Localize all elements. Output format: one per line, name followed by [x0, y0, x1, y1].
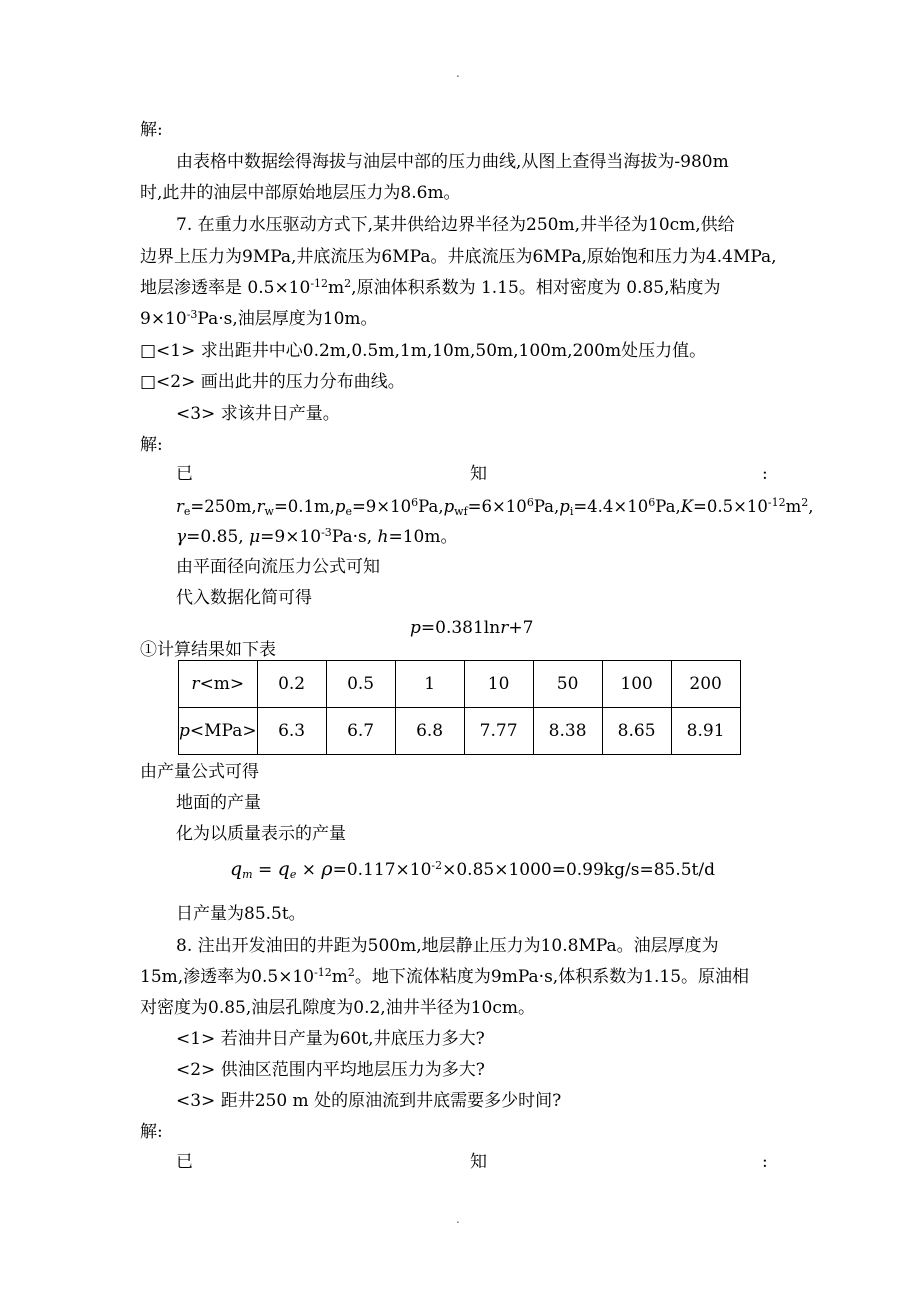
- table-cell: 1: [395, 661, 464, 708]
- given-values-line: γ=0.85, $\mu=9\times 10^{-3}Pa\cdot s$, h=10m。: [176, 526, 458, 547]
- results-table: [178, 660, 741, 755]
- table-cell: 8.65: [602, 708, 671, 755]
- known-label-char: :: [762, 464, 768, 484]
- formula-intro: 由平面径向流压力公式可知: [176, 557, 380, 577]
- table-cell: 50: [533, 661, 602, 708]
- question-7-subitem-2: □<2> 画出此井的压力分布曲线。: [140, 372, 405, 392]
- given-values-line: $r_e=250m,r_w=0.1m,p_e=9\times 10^6Pa,p_{wf}=6\times 10^6Pa,p_i=4.4\times 10^6Pa,K=0.5\times 10^{-12}m^2$,: [176, 496, 814, 518]
- footer-dot: .: [456, 1212, 460, 1226]
- known-label-char: 知: [470, 464, 487, 484]
- question-7-line: 地层渗透率是 $0.5\times 10^{-12}m^2$,原油体积系数为 1.15。相对密度为 0.85,粘度为: [140, 277, 721, 298]
- table-cell: 6.8: [395, 708, 464, 755]
- known-label-char: 已: [176, 1152, 193, 1172]
- question-7-subitem-3: <3> 求该井日产量。: [176, 404, 340, 424]
- solution-label: 解:: [140, 435, 163, 455]
- production-intro: 由产量公式可得: [140, 762, 259, 782]
- question-7-subitem-1: □<1> 求出距井中心0.2m,0.5m,1m,10m,50m,100m,200m处压力值。: [140, 341, 707, 361]
- paragraph-line: 由表格中数据绘得海拔与油层中部的压力曲线,从图上查得当海拔为-980m: [176, 152, 729, 172]
- result-intro: ①计算结果如下表: [140, 640, 276, 660]
- question-8-line: 8. 注出开发油田的井距为500m,地层静止压力为10.8MPa。油层厚度为: [176, 936, 719, 956]
- table-cell: 0.2: [257, 661, 326, 708]
- table-cell: 200: [671, 661, 740, 708]
- known-label-char: 已: [176, 464, 193, 484]
- question-7-line: 7. 在重力水压驱动方式下,某井供给边界半径为250m,井半径为10cm,供给: [176, 215, 735, 235]
- table-cell: 8.91: [671, 708, 740, 755]
- table-header-cell: r<m>: [179, 661, 258, 708]
- substitute-text: 代入数据化简可得: [176, 588, 312, 608]
- daily-production-text: 日产量为85.5t。: [176, 904, 306, 924]
- table-cell: 100: [602, 661, 671, 708]
- mass-production-text: 化为以质量表示的产量: [176, 824, 346, 844]
- table-cell: 10: [464, 661, 533, 708]
- question-8-subitem-2: <2> 供油区范围内平均地层压力为多大?: [176, 1060, 485, 1080]
- table-cell: 6.7: [326, 708, 395, 755]
- solution-label: 解:: [140, 1122, 163, 1142]
- table-cell: 6.3: [257, 708, 326, 755]
- question-8-line: 对密度为0.85,油层孔隙度为0.2,油井半径为10cm。: [140, 998, 535, 1018]
- table-header-cell: p<MPa>: [179, 708, 258, 755]
- table-row: [179, 708, 741, 755]
- paragraph-line: 时,此井的油层中部原始地层压力为8.6m。: [140, 183, 461, 203]
- table-cell: 8.38: [533, 708, 602, 755]
- mass-production-equation: $q_m = q_e \times \rho=0.117\times 10^{-2}\times 0.85\times 1000=0.99kg/s=85.5t/d$: [230, 858, 715, 881]
- table-cell: 0.5: [326, 661, 395, 708]
- question-7-line: 边界上压力为9MPa,井底流压为6MPa。井底流压为6MPa,原始饱和压力为4.4MPa,: [140, 247, 777, 267]
- known-label-char: :: [762, 1152, 768, 1172]
- question-7-line: $9\times 10^{-3}Pa\cdot s$,油层厚度为10m。: [140, 308, 378, 329]
- surface-production-text: 地面的产量: [176, 793, 261, 813]
- solution-label: 解:: [140, 120, 163, 140]
- pressure-equation: p=0.381lnr+7: [410, 618, 534, 638]
- known-label-char: 知: [470, 1152, 487, 1172]
- question-8-subitem-1: <1> 若油井日产量为60t,井底压力多大?: [176, 1029, 485, 1049]
- table-cell: 7.77: [464, 708, 533, 755]
- question-8-line: 15m,渗透率为$0.5\times 10^{-12}m^2$。地下流体粘度为9mPa·s,体积系数为1.15。原油相: [140, 966, 750, 987]
- question-8-subitem-3: <3> 距井250 m 处的原油流到井底需要多少时间?: [176, 1091, 562, 1111]
- header-dot: .: [456, 66, 460, 80]
- table-row: [179, 661, 741, 708]
